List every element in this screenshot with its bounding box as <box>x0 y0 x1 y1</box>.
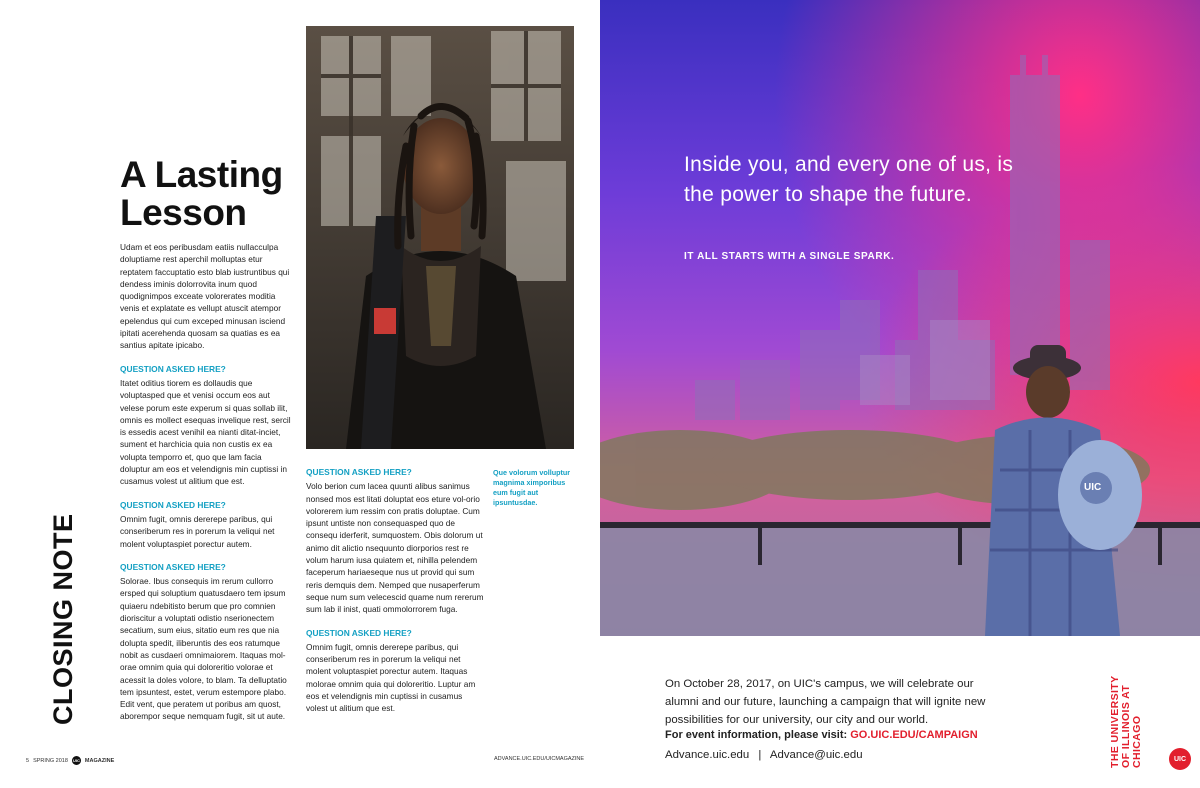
ad-body: On October 28, 2017, on UIC's campus, we will celebrate our alumni and our future, launching a campaign that will ignite new possibilities for our university, our city and our world. <box>665 678 986 726</box>
section-label <box>20 513 78 730</box>
answer-text: Itatet oditius tiorem es dollaudis que voluptasped que et venisi occum eos aut velese porum este experum si quas sollab ilit, omnis es mollect esequas invelique rest, sercil is essedis acest venihil ea nianti ditat-inciet, sument et harchicia quia non custis ex ea volupta temporro et, quo que lam facia doluptur am eos et velendignis min cuptissi in cusamus volest ut alitium que est. <box>120 377 291 487</box>
uic-badge-icon: UIC <box>1169 748 1191 770</box>
answer-text: Omnim fugit, omnis dererepe paribus, qui conseriberum res in porerum la veliqui net molent voluptaspiet porectur autem. <box>120 513 275 549</box>
event-link[interactable]: GO.UIC.EDU/CAMPAIGN <box>850 729 978 741</box>
answer-text: Solorae. Ibus consequis im rerum cullorro ersped qui soluptium quatusdaero tem ipsum quiaeru ndebitisto berum que pro comnien dioriscitur a voluptati odistio nserionectem secatium, sum eius, sitatio eum res que nia dolupta spedit, iliberuntis des eos ratumque nobit as cusdaeri omnimaiorem. Itaquas mol-orae omnim quia qui doloreritio volorae et acessit la doles volore, to blam. Ta delluptatio tem ipsuntest, estet, verum estempore plabo. Edit vent, que peratem ut poribus am quost, aborempor seque nemquam fugit, sit ut aute. <box>120 576 287 722</box>
ad-headline: Inside you, and every one of us, is the power to shape the future. <box>684 153 1014 206</box>
contact-separator: | <box>758 749 762 761</box>
contact-info <box>665 749 863 761</box>
right-page <box>600 0 1200 788</box>
pull-quote: Que volorum volluptur magnima ximporibus eum fugit aut ipsuntusdae. <box>493 468 571 507</box>
bag-logo: UIC <box>1084 482 1102 493</box>
question-heading: QUESTION ASKED HERE? <box>306 627 412 638</box>
event-info <box>665 729 978 741</box>
article-column-2 <box>306 466 484 726</box>
issue-label: SPRING 2018 <box>33 757 68 764</box>
article-column-1 <box>120 241 292 734</box>
page-number: 5 <box>26 757 30 764</box>
magazine-label: MAGAZINE <box>84 757 115 764</box>
question-heading: QUESTION ASKED HERE? <box>306 467 412 477</box>
uic-logo-icon: UIC <box>72 758 80 763</box>
answer-text: Omnim fugit, omnis dererepe paribus, qui conseriberum res in porerum la veliqui net molent voluptaspiet porectur autem. Itaquas molorae omnim quia qui doloreritio. Luptur am eos et velendignis min cuptissi in cusamus volest ut alitium que est. <box>306 641 476 714</box>
university-name: THE UNIVERSITY OF ILLINOIS AT CHICAGO <box>1109 675 1143 768</box>
portrait-photo <box>306 26 574 449</box>
event-label: For event information, please visit: <box>665 729 848 741</box>
question-heading: QUESTION ASKED HERE? <box>120 499 226 510</box>
footer-url: ADVANCE.UIC.EDU/UICMAGAZINE <box>494 756 585 762</box>
ad-tagline: IT ALL STARTS WITH A SINGLE SPARK. <box>684 251 895 262</box>
article-intro: Udam et eos peribusdam eatiis nullacculpa doluptiame rest aperchil molluptas etur reptatem faccuptatio esto blab iustruntibus qui dendess iminis dolorrovita inum quod quodignimpos exceate volorerates moditia venis et explatate es vellupt atuscit atempor epelendus qui cum exceped minusan isciend ipitati acerehenda quosam sa quatias es ea santius apitate ipicabo. <box>120 242 290 351</box>
question-heading: QUESTION ASKED HERE? <box>120 363 226 374</box>
page-footer <box>26 756 114 765</box>
hero-image <box>600 0 1200 636</box>
website-link[interactable]: Advance.uic.edu <box>665 749 750 761</box>
university-wordmark <box>1109 660 1143 770</box>
article-title: A Lasting Lesson <box>120 154 283 233</box>
section-label-text: CLOSING NOTE <box>48 513 78 725</box>
answer-text: Volo berion cum lacea quunti alibus sanimus nonsed mos est litati doluptat eos eture vol-orio volorerem ium ressim con pratis doluptae. Cum ipsunt untiste non consequasped quo de consequ iderferit, sumquostem. Obis dolorum ut animo dit alictio nsequunto diorporios rest re volum harum iusa quiatem et, nihilla pelendem faceperum hariaeseque nus ut provid qui sum reris demquis dem. Nemped que nusaperferum seque num sum velecescid quame num rererum sum lab il inist, quati ommolorrorem fuga. <box>306 481 484 615</box>
email-link[interactable]: Advance@uic.edu <box>769 749 863 761</box>
question-heading: QUESTION ASKED HERE? <box>120 561 226 572</box>
